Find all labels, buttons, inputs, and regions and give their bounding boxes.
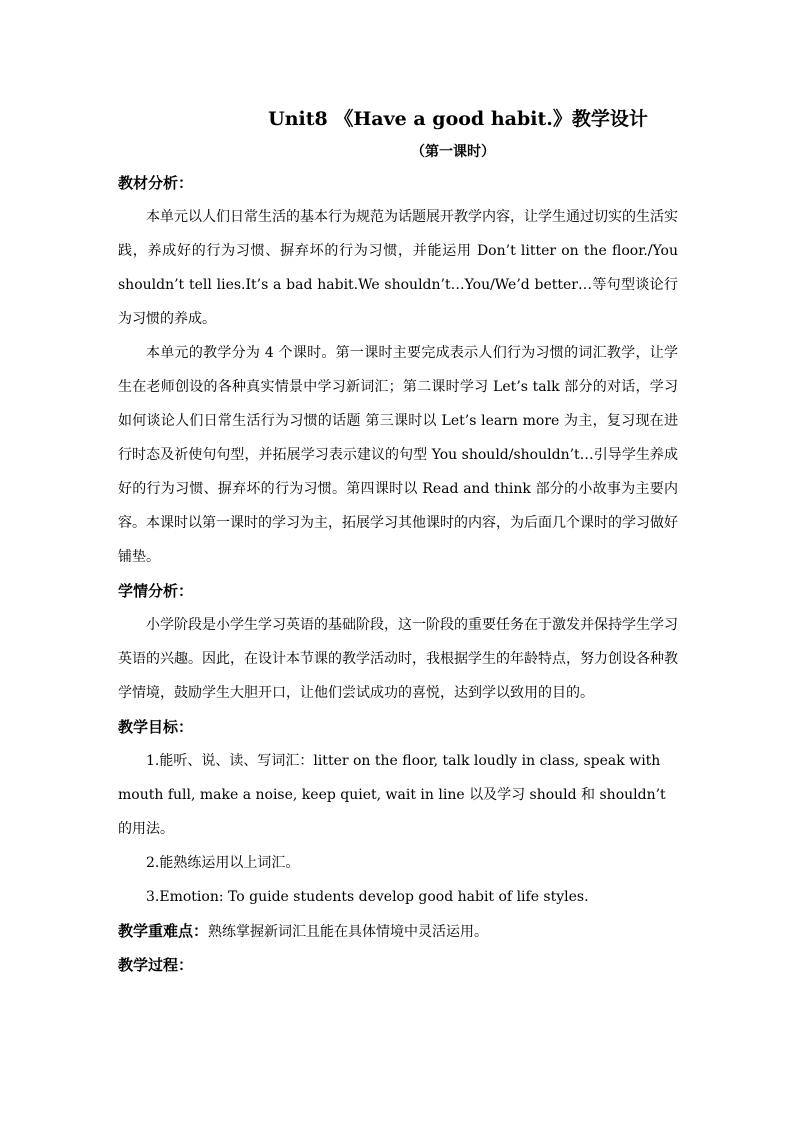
teaching-goal-item-3: 3.Emotion: To guide students develop good habit of life styles.	[146, 889, 589, 905]
document-subtitle: （第一课时）	[411, 144, 495, 160]
key-points-text: 熟练掌握新词汇且能在具体情境中灵活运用。	[208, 924, 489, 940]
material-analysis-paragraph-2: 本单元的教学分为 4 个课时。第一课时主要完成表示人们行为习惯的词汇教学，让学生在老师创设的各种真实情景中学习新词汇；第二课时学习 Let’s talk 部分的对话，学习如何谈论人们日常生活行为习惯的话题 第三课时以 Let’s learn more 为主，复习现在进行时态及祈使句句型，并拓展学习表示建议的句型 You should/shouldn’t…引导学生养成好的行为习惯、摒弃坏的行为习惯。第四课时以 Read and think 部分的小故事为主要内容。本课时以第一课时的学习为主，拓展学习其他课时的内容，为后面几个课时的学习做好铺垫。	[118, 345, 678, 565]
student-analysis-heading: 学情分析：	[118, 582, 194, 600]
teaching-goal-item-2: 2.能熟练运用以上词汇。	[146, 855, 300, 871]
key-points-row	[118, 914, 678, 948]
teaching-goal-item-1: 1.能听、说、读、写词汇：litter on the floor, talk loudly in class, speak with mouth full, make a noise, keep quiet, wait in line 以及学习 should 和 shouldn’t 的用法。	[118, 753, 666, 837]
material-analysis-heading: 教材分析：	[118, 174, 194, 192]
key-points-heading: 教学重难点：	[118, 922, 209, 940]
document-body	[118, 104, 678, 982]
teaching-process-heading: 教学过程：	[118, 956, 194, 974]
material-analysis-paragraph-1: 本单元以人们日常生活的基本行为规范为话题展开教学内容，让学生通过切实的生活实践，养成好的行为习惯、摒弃坏的行为习惯，并能运用 Don’t litter on the floor./You shouldn’t tell lies.It’s a bad habit.We shouldn’t…You/We’d better…等句型谈论行为习惯的养成。	[118, 209, 678, 327]
teaching-goals-heading: 教学目标：	[118, 718, 194, 736]
document-title: Unit8 《Have a good habit.》教学设计	[268, 108, 648, 130]
student-analysis-paragraph: 小学阶段是小学生学习英语的基础阶段，这一阶段的重要任务在于激发并保持学生学习英语的兴趣。因此，在设计本节课的教学活动时，我根据学生的年龄特点，努力创设各种教学情境，鼓励学生大胆开口，让他们尝试成功的喜悦，达到学以致用的目的。	[118, 617, 678, 701]
